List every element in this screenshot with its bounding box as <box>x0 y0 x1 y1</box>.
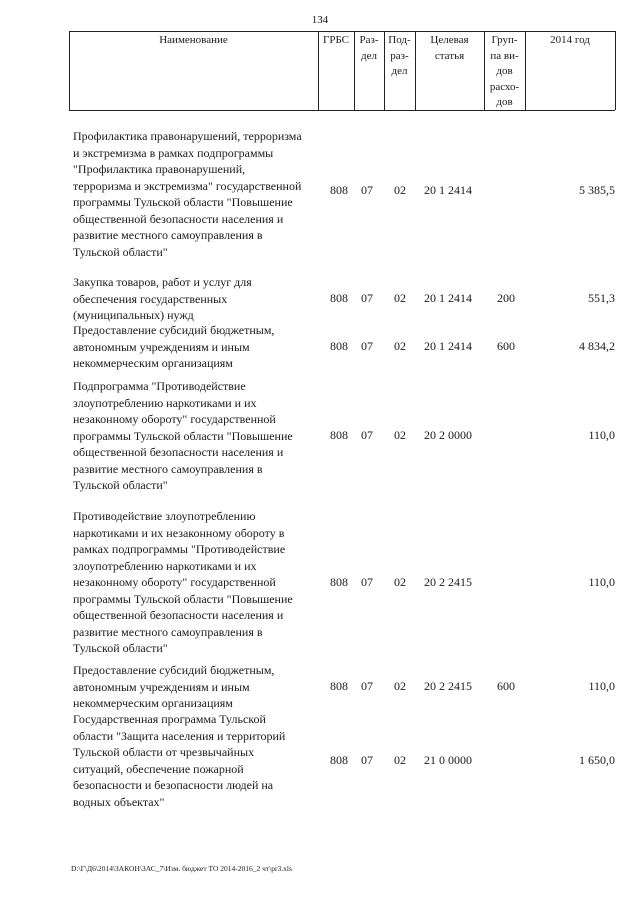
header-group-line: па ви- <box>490 49 519 62</box>
row-name-line: "Профилактика правонарушений, <box>73 162 246 176</box>
row-razdel: 07 <box>361 291 373 305</box>
table-header-bottom-border <box>69 110 615 111</box>
row-name-line: общественной безопасности населения и <box>73 211 284 226</box>
row-name-line: Тульской области" <box>73 244 168 259</box>
row-grbs: 808 <box>330 428 348 442</box>
row-name-line: автономным учреждениям и иным <box>73 679 250 694</box>
row-name-line: и экстремизма в рамках подпрограммы <box>73 145 274 160</box>
row-name-line: Предоставление субсидий бюджетным, <box>73 663 275 677</box>
row-name-line: незаконному обороту" государственной <box>73 575 276 589</box>
row-target: 20 1 2414 <box>424 339 472 353</box>
row-podrazdel: 02 <box>394 753 406 767</box>
row-name <box>73 662 313 712</box>
row-name-line: злоупотреблению наркотиками и их <box>73 395 257 410</box>
header-podrazdel <box>384 33 415 80</box>
row-amount: 110,0 <box>588 428 615 442</box>
row-grbs: 808 <box>330 753 348 767</box>
row-amount: 551,3 <box>588 291 615 305</box>
row-name-line: некоммерческим организациям <box>73 356 233 370</box>
row-group: 200 <box>497 291 515 305</box>
row-name <box>73 128 313 260</box>
row-name-line: развитие местного самоуправления в <box>73 461 263 476</box>
row-podrazdel: 02 <box>394 575 406 589</box>
row-razdel: 07 <box>361 339 373 353</box>
row-name-line: Государственная программа Тульской <box>73 712 266 726</box>
row-name-line: незаконному обороту" государственной <box>73 412 276 426</box>
row-name <box>73 508 313 657</box>
row-podrazdel: 02 <box>394 339 406 353</box>
header-grbs-label: ГРБС <box>322 34 350 46</box>
row-podrazdel: 02 <box>394 291 406 305</box>
column-divider <box>615 31 616 110</box>
header-podrazdel-line: раз- <box>390 49 409 62</box>
header-podrazdel-line: дел <box>391 65 408 77</box>
page-number: 134 <box>311 14 329 26</box>
row-group: 600 <box>497 339 515 353</box>
table-top-border <box>69 31 615 32</box>
row-name-line: программы Тульской области "Повышение <box>73 428 293 443</box>
row-target: 20 2 2415 <box>424 575 472 589</box>
header-year <box>525 33 615 49</box>
row-name-line: обеспечения государственных <box>73 291 228 306</box>
row-razdel: 07 <box>361 428 373 442</box>
row-name-line: программы Тульской области "Повышение <box>73 591 293 606</box>
header-target-line: статья <box>434 49 465 62</box>
header-podrazdel-line: Под- <box>388 34 411 46</box>
row-name-line: безопасности и безопасности людей на <box>73 778 274 792</box>
row-target: 20 2 0000 <box>424 428 472 442</box>
header-year-label: 2014 год <box>550 34 590 46</box>
row-target: 20 2 2415 <box>424 679 472 693</box>
row-podrazdel: 02 <box>394 679 406 693</box>
header-razdel-line: дел <box>361 49 377 62</box>
row-grbs: 808 <box>330 183 348 197</box>
row-razdel: 07 <box>361 679 373 693</box>
row-podrazdel: 02 <box>394 183 406 197</box>
row-name-line: водных объектах" <box>73 794 165 809</box>
header-group <box>484 33 525 111</box>
row-name <box>73 274 313 324</box>
row-name-line: общественной безопасности населения и <box>73 445 284 459</box>
row-amount: 1 650,0 <box>579 753 615 767</box>
row-name-line: программы Тульской области "Повышение <box>73 195 293 209</box>
row-amount: 110,0 <box>588 679 615 693</box>
row-target: 21 0 0000 <box>424 753 472 767</box>
row-name-line: автономным учреждениям и иным <box>73 339 250 354</box>
row-grbs: 808 <box>330 339 348 353</box>
header-group-line: расхо- <box>489 80 520 93</box>
row-target: 20 1 2414 <box>424 291 472 305</box>
row-name-line: Тульской области от чрезвычайных <box>73 745 255 759</box>
header-group-line: Груп- <box>491 34 518 46</box>
row-name-line: некоммерческим организациям <box>73 696 233 710</box>
row-name-line: злоупотреблению наркотиками и их <box>73 558 257 573</box>
header-target <box>415 33 484 64</box>
row-name-line: терроризма и экстремизма" государственной <box>73 178 302 193</box>
row-name-line: Предоставление субсидий бюджетным, <box>73 323 275 337</box>
header-group-line: дов <box>496 65 513 77</box>
row-podrazdel: 02 <box>394 428 406 442</box>
row-target: 20 1 2414 <box>424 183 472 197</box>
row-name <box>73 711 313 810</box>
row-name-line: общественной безопасности населения и <box>73 608 284 622</box>
row-amount: 5 385,5 <box>579 183 615 197</box>
row-grbs: 808 <box>330 575 348 589</box>
row-group: 600 <box>497 679 515 693</box>
row-name-line: (муниципальных) нужд <box>73 308 194 322</box>
row-name-line: развитие местного самоуправления в <box>73 624 263 639</box>
row-amount: 110,0 <box>588 575 615 589</box>
row-name <box>73 322 313 372</box>
row-name <box>73 378 313 494</box>
header-razdel <box>354 33 384 64</box>
row-name-line: Профилактика правонарушений, терроризма <box>73 129 302 143</box>
row-amount: 4 834,2 <box>579 339 615 353</box>
row-grbs: 808 <box>330 679 348 693</box>
header-target-line: Целевая <box>430 34 469 46</box>
row-name-line: Тульской области" <box>73 478 168 492</box>
row-name-line: Подпрограмма "Противодействие <box>73 379 246 393</box>
header-grbs <box>318 33 354 49</box>
row-name-line: области "Защита населения и территорий <box>73 728 286 743</box>
row-grbs: 808 <box>330 291 348 305</box>
header-name <box>69 33 318 49</box>
row-name-line: Противодействие злоупотреблению <box>73 509 256 523</box>
row-name-line: ситуаций, обеспечение пожарной <box>73 761 244 776</box>
row-razdel: 07 <box>361 753 373 767</box>
header-group-line: дов <box>496 96 513 108</box>
row-name-line: Тульской области" <box>73 641 168 655</box>
row-name-line: наркотиками и их незаконному обороту в <box>73 525 285 540</box>
header-razdel-line: Раз- <box>359 34 379 46</box>
row-name-line: Закупка товаров, работ и услуг для <box>73 275 252 289</box>
row-razdel: 07 <box>361 183 373 197</box>
row-razdel: 07 <box>361 575 373 589</box>
header-name-label: Наименование <box>159 34 228 46</box>
file-path-footer: D:\Г\Д6\2014\ЗАКОН\ЗАС_7\Изм. бюджет ТО 2014-2016_2 чт\pr3.xls <box>71 864 292 873</box>
row-name-line: рамках подпрограммы "Противодействие <box>73 542 286 556</box>
row-name-line: развитие местного самоуправления в <box>73 228 263 242</box>
